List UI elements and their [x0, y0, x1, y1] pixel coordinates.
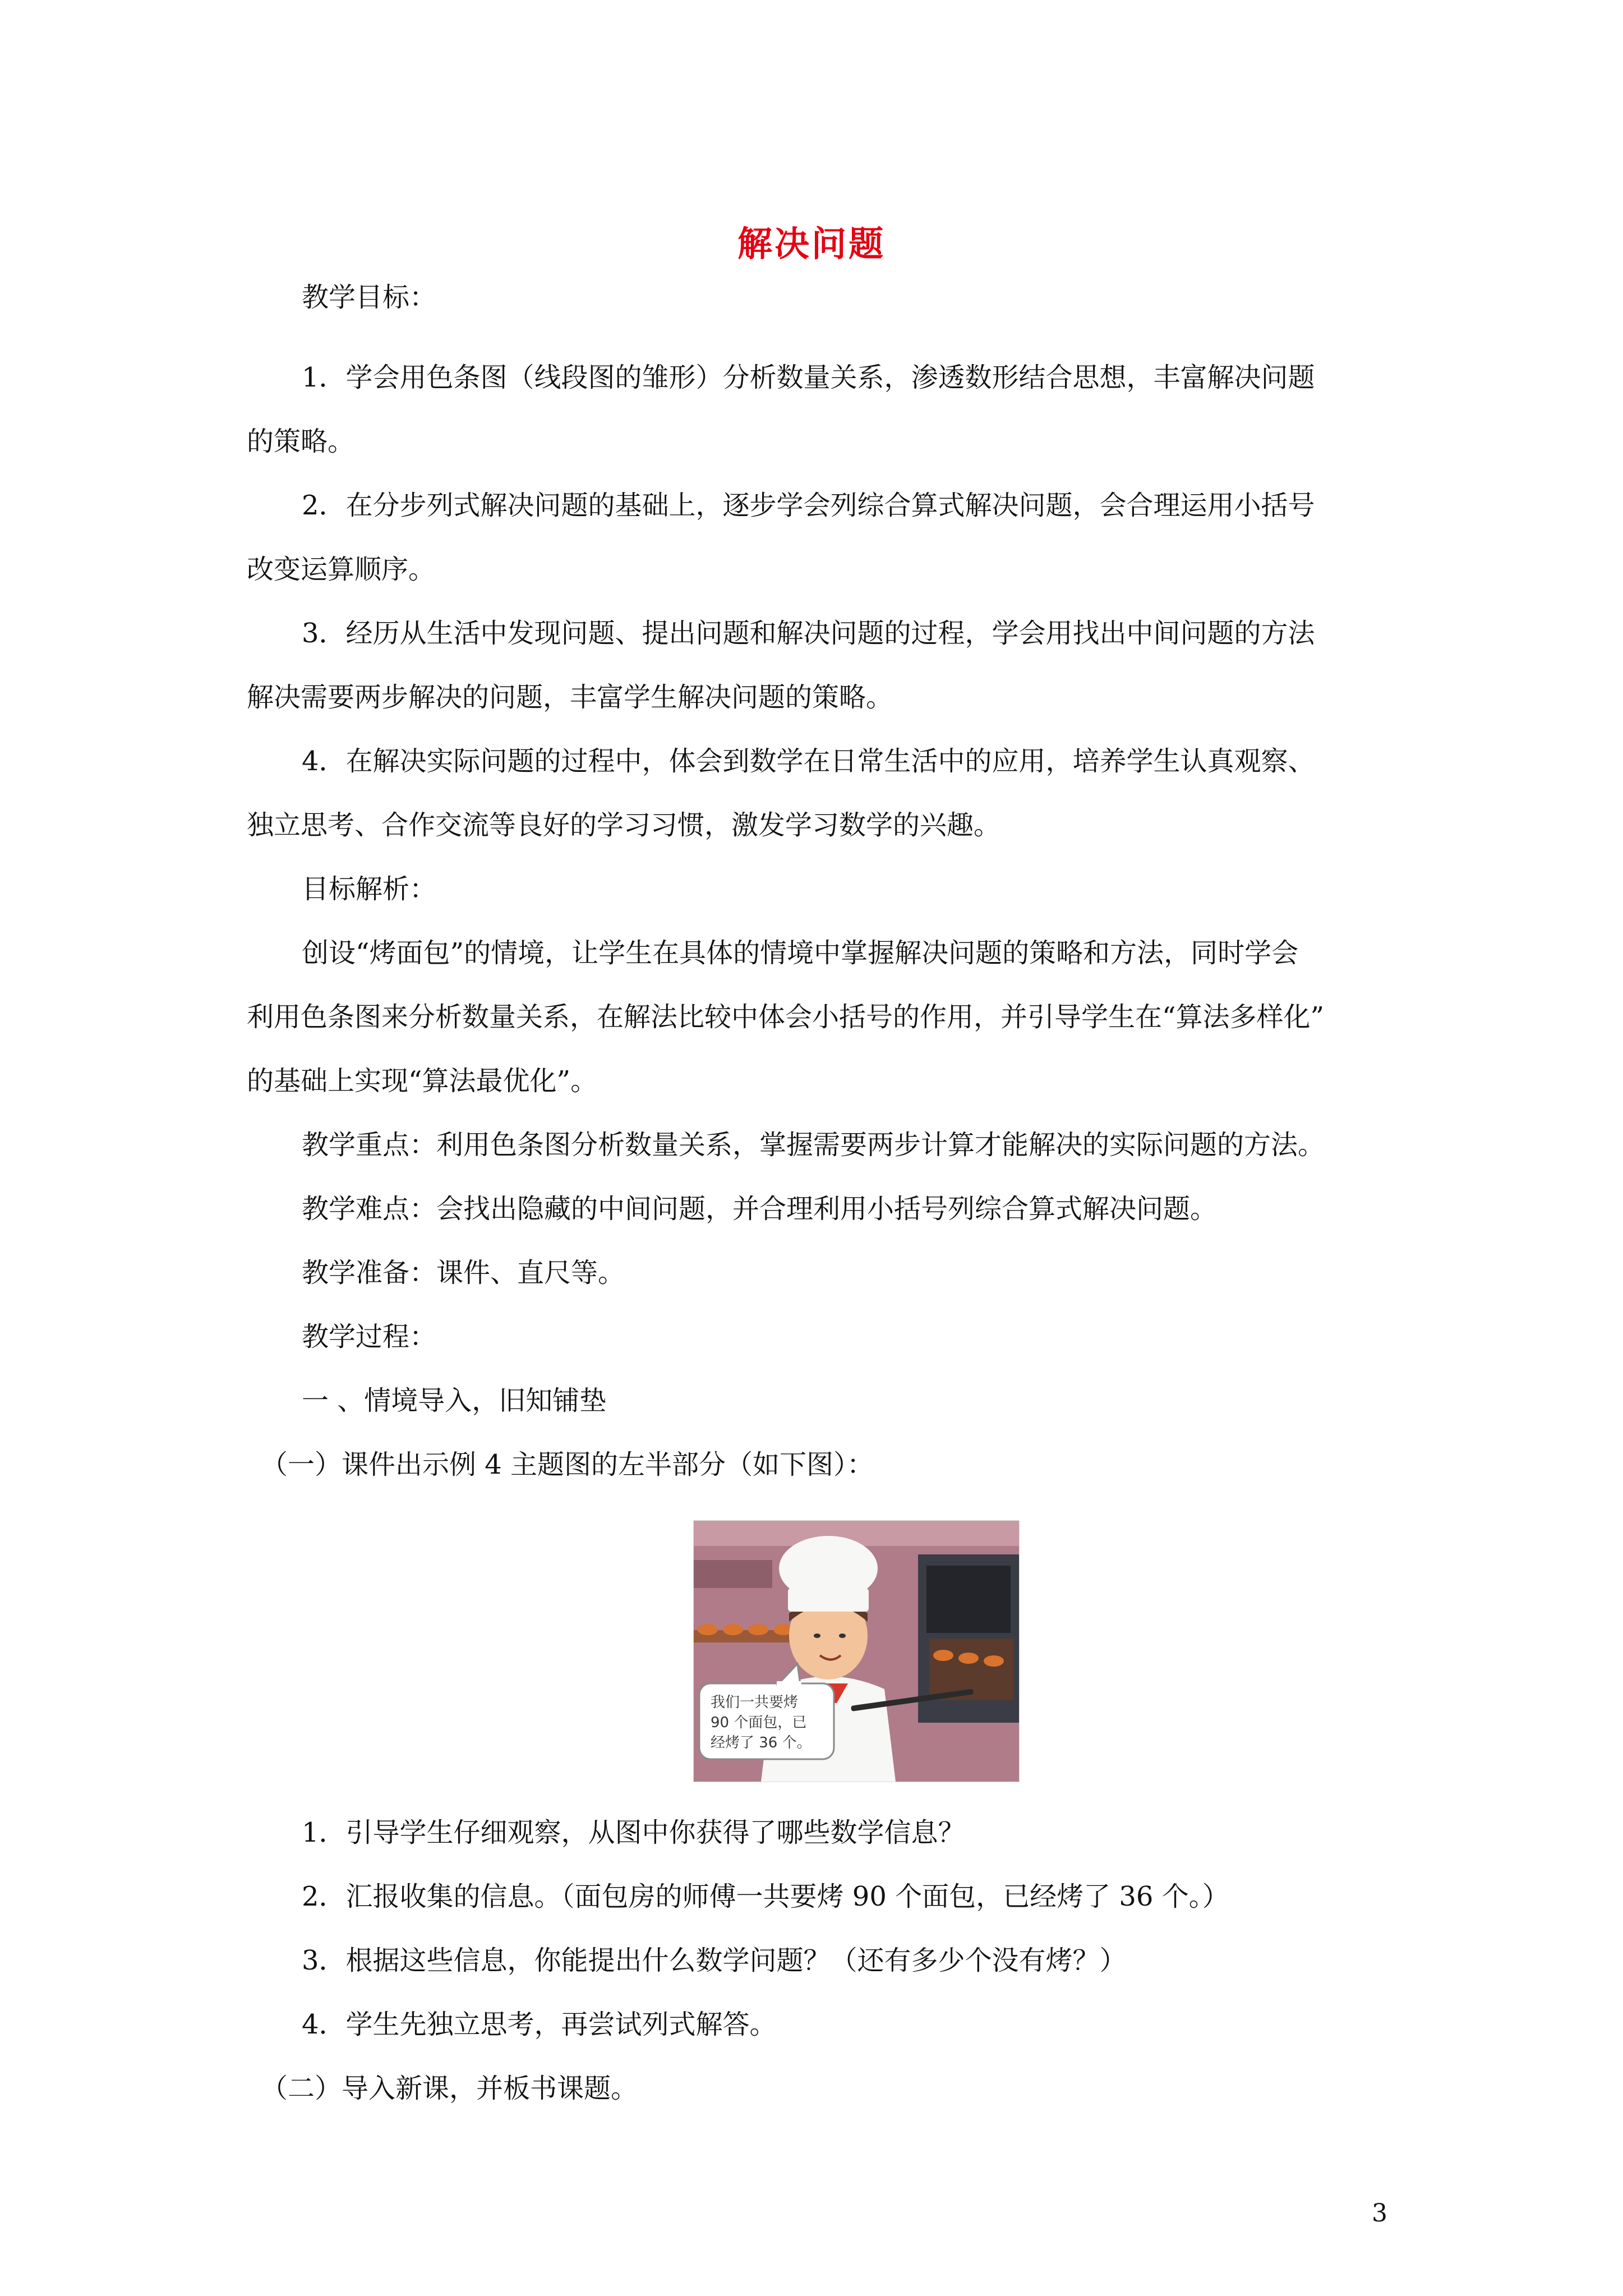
bread-loaf — [958, 1653, 979, 1664]
objective-1-line-2: 的策略。 — [247, 426, 355, 457]
section-heading-analysis: 目标解析： — [302, 873, 437, 905]
analysis-line-3: 的基础上实现“算法最优化”。 — [247, 1065, 598, 1097]
section-heading-objectives: 教学目标： — [302, 282, 437, 313]
question-2: 2．汇报收集的信息。（面包房的师傅一共要烤 90 个面包，已经烤了 36 个。） — [302, 1881, 1229, 1912]
speech-text-line-1: 我们一共要烤 — [711, 1694, 799, 1711]
analysis-line-1: 创设“烤面包”的情境，让学生在具体的情境中掌握解决问题的策略和方法，同时学会 — [302, 937, 1299, 969]
sub-step-one: （一）课件出示例 4 主题图的左半部分（如下图）： — [261, 1449, 874, 1480]
bakery-illustration — [693, 1520, 1020, 1782]
back-shelf — [694, 1560, 772, 1588]
step-one-heading: 一 、情境导入，旧知铺垫 — [302, 1385, 607, 1416]
objective-2-line-2: 改变运算顺序。 — [247, 554, 436, 585]
page-number: 3 — [1372, 2199, 1387, 2228]
objective-3-line-1: 3．经历从生活中发现问题、提出问题和解决问题的过程，学会用找出中间问题的方法 — [302, 618, 1315, 649]
analysis-line-2: 利用色条图来分析数量关系，在解法比较中体会小括号的作用，并引导学生在“算法多样化” — [247, 1001, 1325, 1033]
speech-text-line-2: 90 个面包，已 — [711, 1714, 807, 1731]
section-heading-process: 教学过程： — [302, 1321, 437, 1352]
difficult-point: 教学难点：会找出隐藏的中间问题，并合理利用小括号列综合算式解决问题。 — [302, 1193, 1218, 1225]
objective-1-line-1: 1．学会用色条图（线段图的雏形）分析数量关系，渗透数形结合思想，丰富解决问题 — [302, 362, 1315, 393]
objective-2-line-1: 2．在分步列式解决问题的基础上，逐步学会列综合算式解决问题，会合理运用小括号 — [302, 490, 1315, 521]
bread-loaf — [933, 1650, 953, 1661]
objective-4-line-2: 独立思考、合作交流等良好的学习习惯，激发学习数学的兴趣。 — [247, 809, 1001, 841]
preparation: 教学准备：课件、直尺等。 — [302, 1257, 625, 1289]
question-4: 4．学生先独立思考，再尝试列式解答。 — [302, 2009, 777, 2040]
sub-step-two: （二）导入新课，并板书课题。 — [261, 2073, 638, 2104]
objective-3-line-2: 解决需要两步解决的问题，丰富学生解决问题的策略。 — [247, 682, 893, 713]
question-3: 3．根据这些信息，你能提出什么数学问题？（还有多少个没有烤？） — [302, 1945, 1127, 1976]
speech-text-line-3: 经烤了 36 个。 — [711, 1734, 811, 1751]
chef-hat-top — [779, 1536, 878, 1601]
key-point: 教学重点：利用色条图分析数量关系，掌握需要两步计算才能解决的实际问题的方法。 — [302, 1129, 1325, 1161]
question-1: 1．引导学生仔细观察，从图中你获得了哪些数学信息？ — [302, 1817, 965, 1848]
bread-loaf — [984, 1655, 1004, 1667]
page-title: 解决问题 — [737, 223, 886, 264]
objective-4-line-1: 4．在解决实际问题的过程中，体会到数学在日常生活中的应用，培养学生认真观察、 — [302, 746, 1315, 777]
